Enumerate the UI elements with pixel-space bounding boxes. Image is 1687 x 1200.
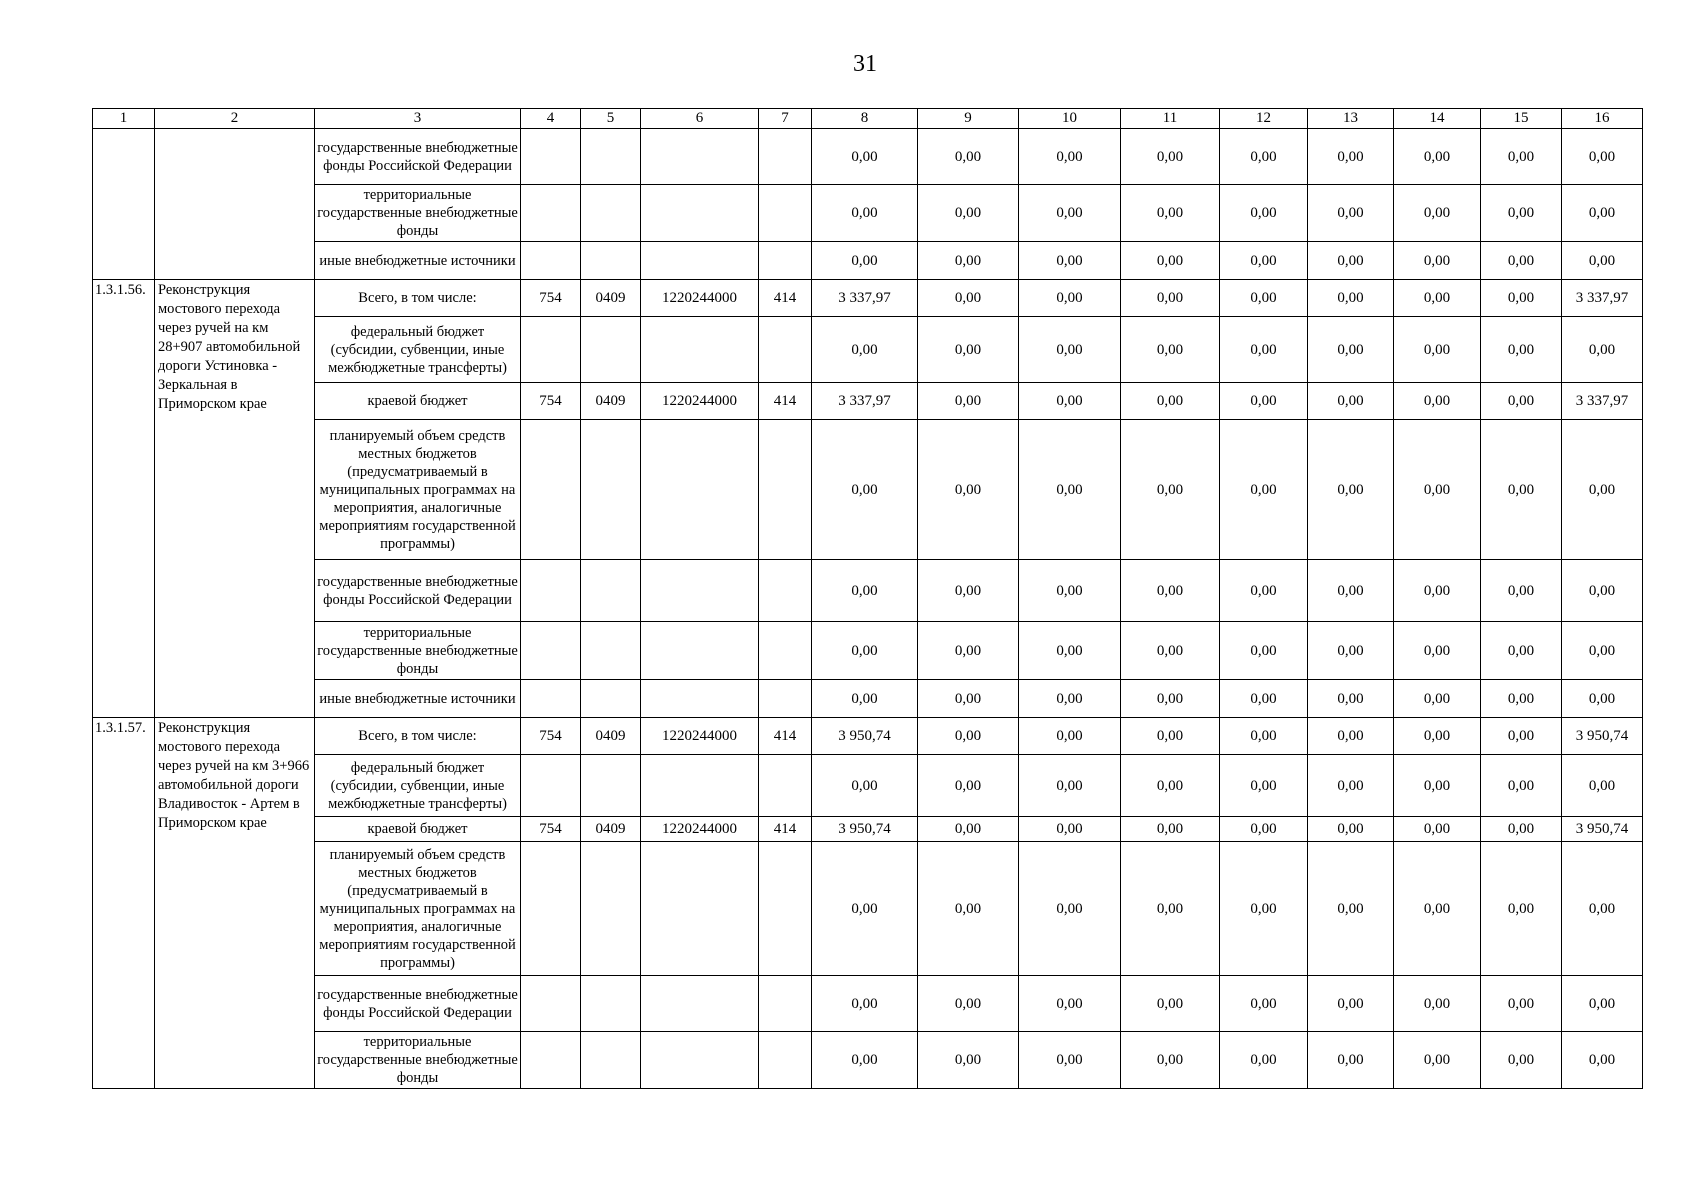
classification-c6 [641, 420, 759, 560]
amount-cell: 0,00 [1121, 560, 1220, 622]
classification-c5 [581, 185, 641, 242]
item-code [93, 129, 155, 280]
classification-c6 [641, 560, 759, 622]
classification-c6: 1220244000 [641, 383, 759, 420]
amount-cell: 0,00 [1481, 560, 1562, 622]
classification-c5 [581, 976, 641, 1032]
amount-cell: 3 337,97 [812, 383, 918, 420]
classification-c7 [759, 976, 812, 1032]
item-code: 1.3.1.57. [93, 718, 155, 1089]
amount-cell: 0,00 [918, 129, 1019, 185]
classification-c5 [581, 842, 641, 976]
classification-c5 [581, 755, 641, 817]
amount-cell: 0,00 [812, 317, 918, 383]
classification-c5 [581, 317, 641, 383]
amount-cell: 0,00 [1121, 680, 1220, 718]
amount-cell: 3 950,74 [1562, 817, 1643, 842]
table-row [93, 680, 1643, 718]
table-row [93, 755, 1643, 817]
funding-source: федеральный бюджет (субсидии, субвенции, иные межбюджетные трансферты) [315, 755, 521, 817]
amount-cell: 0,00 [1019, 280, 1121, 317]
amount-cell: 0,00 [1019, 317, 1121, 383]
amount-cell: 0,00 [1019, 185, 1121, 242]
table-row [93, 817, 1643, 842]
classification-c6 [641, 129, 759, 185]
column-number-10: 10 [1019, 109, 1121, 129]
item-name [155, 129, 315, 280]
amount-cell: 0,00 [1308, 680, 1394, 718]
classification-c6 [641, 842, 759, 976]
amount-cell: 0,00 [1394, 129, 1481, 185]
amount-cell: 0,00 [1562, 622, 1643, 680]
amount-cell: 0,00 [918, 317, 1019, 383]
amount-cell: 0,00 [1394, 976, 1481, 1032]
amount-cell: 0,00 [1220, 185, 1308, 242]
table-row [93, 317, 1643, 383]
table-row [93, 280, 1643, 317]
amount-cell: 0,00 [1481, 622, 1562, 680]
amount-cell: 0,00 [1220, 842, 1308, 976]
amount-cell: 0,00 [1308, 129, 1394, 185]
funding-source: планируемый объем средств местных бюджетов (предусматриваемый в муниципальных программах на мероприятия, аналогичные мероприятиям государственной программы) [315, 842, 521, 976]
amount-cell: 0,00 [1019, 755, 1121, 817]
table-row [93, 129, 1643, 185]
funding-source: краевой бюджет [315, 383, 521, 420]
column-number-5: 5 [581, 109, 641, 129]
amount-cell: 0,00 [1220, 622, 1308, 680]
amount-cell: 0,00 [918, 242, 1019, 280]
amount-cell: 0,00 [1121, 185, 1220, 242]
amount-cell: 0,00 [1019, 383, 1121, 420]
column-number-15: 15 [1481, 109, 1562, 129]
funding-source: государственные внебюджетные фонды Российской Федерации [315, 976, 521, 1032]
table-row [93, 185, 1643, 242]
column-number-4: 4 [521, 109, 581, 129]
classification-c4 [521, 842, 581, 976]
funding-source: государственные внебюджетные фонды Российской Федерации [315, 560, 521, 622]
amount-cell: 0,00 [1121, 622, 1220, 680]
amount-cell: 0,00 [1019, 420, 1121, 560]
funding-source: государственные внебюджетные фонды Российской Федерации [315, 129, 521, 185]
item-name: Реконструкция мостового перехода через ручей на км 3+966 автомобильной дороги Владивосток - Артем в Приморском крае [155, 718, 315, 1089]
amount-cell: 3 337,97 [1562, 383, 1643, 420]
amount-cell: 0,00 [1394, 185, 1481, 242]
classification-c6 [641, 1032, 759, 1089]
classification-c5 [581, 1032, 641, 1089]
column-number-1: 1 [93, 109, 155, 129]
classification-c5 [581, 680, 641, 718]
amount-cell: 0,00 [1394, 622, 1481, 680]
amount-cell: 0,00 [1308, 420, 1394, 560]
amount-cell: 0,00 [1121, 976, 1220, 1032]
amount-cell: 0,00 [1220, 1032, 1308, 1089]
amount-cell: 3 337,97 [1562, 280, 1643, 317]
amount-cell: 0,00 [1481, 817, 1562, 842]
table-row [93, 718, 1643, 755]
amount-cell: 0,00 [918, 622, 1019, 680]
column-number-9: 9 [918, 109, 1019, 129]
classification-c5: 0409 [581, 718, 641, 755]
funding-source: территориальные государственные внебюджетные фонды [315, 1032, 521, 1089]
classification-c5 [581, 560, 641, 622]
amount-cell: 0,00 [1220, 420, 1308, 560]
classification-c4 [521, 976, 581, 1032]
table-row [93, 420, 1643, 560]
amount-cell: 0,00 [1481, 280, 1562, 317]
amount-cell: 0,00 [1481, 755, 1562, 817]
classification-c4 [521, 242, 581, 280]
classification-c4: 754 [521, 383, 581, 420]
classification-c6: 1220244000 [641, 718, 759, 755]
amount-cell: 0,00 [918, 842, 1019, 976]
classification-c7 [759, 317, 812, 383]
amount-cell: 0,00 [918, 185, 1019, 242]
classification-c6 [641, 976, 759, 1032]
classification-c4 [521, 1032, 581, 1089]
amount-cell: 0,00 [1220, 280, 1308, 317]
amount-cell: 0,00 [1121, 1032, 1220, 1089]
classification-c5: 0409 [581, 280, 641, 317]
amount-cell: 0,00 [1308, 185, 1394, 242]
amount-cell: 0,00 [918, 976, 1019, 1032]
amount-cell: 0,00 [918, 1032, 1019, 1089]
classification-c5 [581, 622, 641, 680]
table-row [93, 842, 1643, 976]
amount-cell: 0,00 [1562, 976, 1643, 1032]
table-row [93, 560, 1643, 622]
classification-c6 [641, 185, 759, 242]
amount-cell: 0,00 [812, 842, 918, 976]
amount-cell: 3 337,97 [812, 280, 918, 317]
amount-cell: 0,00 [1019, 976, 1121, 1032]
amount-cell: 0,00 [1308, 1032, 1394, 1089]
amount-cell: 0,00 [1562, 242, 1643, 280]
amount-cell: 0,00 [1019, 680, 1121, 718]
column-number-14: 14 [1394, 109, 1481, 129]
amount-cell: 0,00 [1394, 755, 1481, 817]
amount-cell: 0,00 [1394, 242, 1481, 280]
amount-cell: 0,00 [1481, 317, 1562, 383]
amount-cell: 0,00 [1019, 842, 1121, 976]
table-row [93, 622, 1643, 680]
classification-c7 [759, 242, 812, 280]
classification-c5: 0409 [581, 817, 641, 842]
amount-cell: 0,00 [1220, 817, 1308, 842]
classification-c7 [759, 185, 812, 242]
amount-cell: 0,00 [1394, 560, 1481, 622]
amount-cell: 0,00 [1394, 420, 1481, 560]
classification-c6 [641, 622, 759, 680]
table-row [93, 383, 1643, 420]
amount-cell: 0,00 [812, 976, 918, 1032]
amount-cell: 0,00 [1481, 1032, 1562, 1089]
classification-c6 [641, 755, 759, 817]
amount-cell: 0,00 [1121, 280, 1220, 317]
amount-cell: 0,00 [1220, 242, 1308, 280]
amount-cell: 0,00 [1562, 680, 1643, 718]
classification-c5 [581, 129, 641, 185]
classification-c4 [521, 755, 581, 817]
amount-cell: 0,00 [1308, 755, 1394, 817]
amount-cell: 0,00 [1308, 242, 1394, 280]
funding-source: Всего, в том числе: [315, 718, 521, 755]
column-number-13: 13 [1308, 109, 1394, 129]
item-code: 1.3.1.56. [93, 280, 155, 718]
amount-cell: 0,00 [1481, 383, 1562, 420]
amount-cell: 0,00 [1220, 680, 1308, 718]
amount-cell: 0,00 [1394, 718, 1481, 755]
classification-c7 [759, 560, 812, 622]
amount-cell: 0,00 [1121, 755, 1220, 817]
funding-source: планируемый объем средств местных бюджетов (предусматриваемый в муниципальных программах на мероприятия, аналогичные мероприятиям государственной программы) [315, 420, 521, 560]
classification-c7: 414 [759, 817, 812, 842]
amount-cell: 0,00 [1121, 317, 1220, 383]
amount-cell: 0,00 [1220, 976, 1308, 1032]
classification-c7 [759, 680, 812, 718]
classification-c4 [521, 317, 581, 383]
column-number-8: 8 [812, 109, 918, 129]
amount-cell: 0,00 [1562, 185, 1643, 242]
amount-cell: 0,00 [1220, 129, 1308, 185]
amount-cell: 0,00 [1308, 317, 1394, 383]
amount-cell: 0,00 [812, 622, 918, 680]
amount-cell: 0,00 [1220, 718, 1308, 755]
amount-cell: 0,00 [1121, 420, 1220, 560]
page-number: 31 [853, 51, 877, 77]
amount-cell: 0,00 [1019, 718, 1121, 755]
amount-cell: 0,00 [918, 280, 1019, 317]
column-number-16: 16 [1562, 109, 1643, 129]
table-body [93, 109, 1643, 1089]
classification-c5 [581, 420, 641, 560]
classification-c4: 754 [521, 280, 581, 317]
funding-source: Всего, в том числе: [315, 280, 521, 317]
classification-c6 [641, 317, 759, 383]
amount-cell: 0,00 [918, 680, 1019, 718]
amount-cell: 0,00 [1562, 755, 1643, 817]
classification-c4 [521, 420, 581, 560]
amount-cell: 0,00 [1220, 383, 1308, 420]
classification-c6: 1220244000 [641, 280, 759, 317]
amount-cell: 0,00 [918, 755, 1019, 817]
amount-cell: 0,00 [1308, 976, 1394, 1032]
classification-c4 [521, 185, 581, 242]
amount-cell: 0,00 [812, 755, 918, 817]
amount-cell: 0,00 [1121, 817, 1220, 842]
amount-cell: 0,00 [1562, 317, 1643, 383]
column-number-7: 7 [759, 109, 812, 129]
amount-cell: 0,00 [1121, 242, 1220, 280]
table-row [93, 976, 1643, 1032]
classification-c6 [641, 680, 759, 718]
amount-cell: 0,00 [1308, 817, 1394, 842]
amount-cell: 0,00 [1481, 242, 1562, 280]
classification-c4 [521, 560, 581, 622]
amount-cell: 0,00 [1019, 1032, 1121, 1089]
classification-c4 [521, 680, 581, 718]
amount-cell: 0,00 [812, 680, 918, 718]
amount-cell: 0,00 [1220, 317, 1308, 383]
column-number-3: 3 [315, 109, 521, 129]
amount-cell: 0,00 [1220, 560, 1308, 622]
classification-c7 [759, 842, 812, 976]
funding-source: территориальные государственные внебюджетные фонды [315, 185, 521, 242]
amount-cell: 0,00 [1394, 1032, 1481, 1089]
amount-cell: 0,00 [918, 560, 1019, 622]
amount-cell: 0,00 [918, 420, 1019, 560]
amount-cell: 0,00 [812, 129, 918, 185]
amount-cell: 0,00 [1562, 560, 1643, 622]
funding-source: краевой бюджет [315, 817, 521, 842]
amount-cell: 0,00 [1481, 129, 1562, 185]
classification-c5: 0409 [581, 383, 641, 420]
amount-cell: 0,00 [918, 383, 1019, 420]
amount-cell: 0,00 [1121, 718, 1220, 755]
amount-cell: 0,00 [812, 420, 918, 560]
amount-cell: 0,00 [1121, 842, 1220, 976]
column-number-12: 12 [1220, 109, 1308, 129]
amount-cell: 0,00 [1394, 842, 1481, 976]
table-row [93, 242, 1643, 280]
amount-cell: 0,00 [1562, 129, 1643, 185]
amount-cell: 0,00 [1394, 280, 1481, 317]
item-name: Реконструкция мостового перехода через ручей на км 28+907 автомобильной дороги Устиновка - Зеркальная в Приморском крае [155, 280, 315, 718]
classification-c7 [759, 420, 812, 560]
amount-cell: 0,00 [1562, 1032, 1643, 1089]
classification-c6 [641, 242, 759, 280]
classification-c5 [581, 242, 641, 280]
funding-source: территориальные государственные внебюджетные фонды [315, 622, 521, 680]
amount-cell: 3 950,74 [1562, 718, 1643, 755]
classification-c4 [521, 129, 581, 185]
amount-cell: 0,00 [1019, 560, 1121, 622]
amount-cell: 0,00 [1481, 976, 1562, 1032]
amount-cell: 0,00 [1481, 718, 1562, 755]
amount-cell: 0,00 [1481, 680, 1562, 718]
classification-c7 [759, 622, 812, 680]
classification-c7 [759, 755, 812, 817]
amount-cell: 0,00 [812, 560, 918, 622]
amount-cell: 0,00 [1019, 622, 1121, 680]
column-number-2: 2 [155, 109, 315, 129]
amount-cell: 0,00 [918, 817, 1019, 842]
amount-cell: 0,00 [1019, 817, 1121, 842]
classification-c4 [521, 622, 581, 680]
amount-cell: 0,00 [1121, 383, 1220, 420]
amount-cell: 0,00 [1481, 842, 1562, 976]
amount-cell: 0,00 [812, 1032, 918, 1089]
budget-table [92, 108, 1643, 1089]
column-number-6: 6 [641, 109, 759, 129]
amount-cell: 0,00 [918, 718, 1019, 755]
classification-c4: 754 [521, 718, 581, 755]
amount-cell: 3 950,74 [812, 817, 918, 842]
funding-source: федеральный бюджет (субсидии, субвенции, иные межбюджетные трансферты) [315, 317, 521, 383]
column-number-11: 11 [1121, 109, 1220, 129]
amount-cell: 0,00 [812, 242, 918, 280]
amount-cell: 0,00 [1562, 842, 1643, 976]
classification-c7: 414 [759, 718, 812, 755]
amount-cell: 0,00 [1220, 755, 1308, 817]
amount-cell: 0,00 [1394, 383, 1481, 420]
amount-cell: 0,00 [1562, 420, 1643, 560]
amount-cell: 0,00 [1019, 242, 1121, 280]
classification-c6: 1220244000 [641, 817, 759, 842]
amount-cell: 0,00 [1394, 317, 1481, 383]
amount-cell: 0,00 [1481, 185, 1562, 242]
amount-cell: 0,00 [1481, 420, 1562, 560]
amount-cell: 0,00 [1308, 383, 1394, 420]
table-row [93, 1032, 1643, 1089]
classification-c7: 414 [759, 280, 812, 317]
amount-cell: 0,00 [812, 185, 918, 242]
amount-cell: 0,00 [1308, 842, 1394, 976]
classification-c7 [759, 129, 812, 185]
amount-cell: 0,00 [1121, 129, 1220, 185]
funding-source: иные внебюджетные источники [315, 242, 521, 280]
amount-cell: 0,00 [1394, 817, 1481, 842]
amount-cell: 0,00 [1308, 622, 1394, 680]
amount-cell: 0,00 [1394, 680, 1481, 718]
amount-cell: 0,00 [1308, 280, 1394, 317]
amount-cell: 0,00 [1019, 129, 1121, 185]
amount-cell: 3 950,74 [812, 718, 918, 755]
classification-c7 [759, 1032, 812, 1089]
amount-cell: 0,00 [1308, 560, 1394, 622]
funding-source: иные внебюджетные источники [315, 680, 521, 718]
column-number-row [93, 109, 1643, 129]
amount-cell: 0,00 [1308, 718, 1394, 755]
classification-c7: 414 [759, 383, 812, 420]
classification-c4: 754 [521, 817, 581, 842]
